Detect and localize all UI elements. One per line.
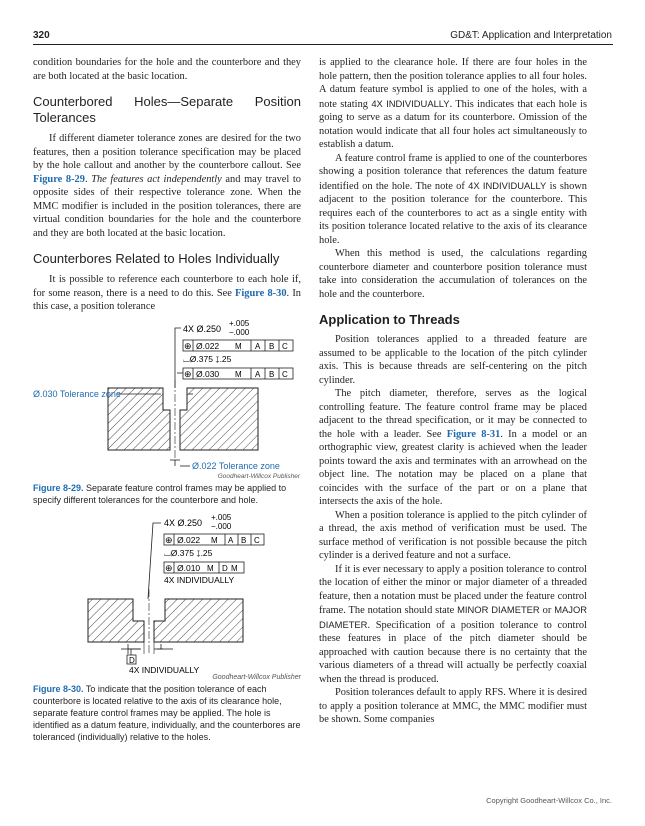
section-heading: Counterbores Related to Holes Individually [33, 251, 280, 266]
tolerance-minus: −.000 [211, 521, 232, 531]
mmc-modifier: M [211, 535, 218, 545]
individually-note: 4X INDIVIDUALLY [164, 574, 235, 585]
figure-8-29-drawing [33, 320, 301, 480]
paragraph: condition boundaries for the hole and the counterbore and they are both located at the basic location. [33, 57, 301, 82]
section-heading: Counterbored Holes—Separate Position Tolerances [33, 94, 301, 125]
paragraph: When this method is used, the calculations regarding counterbore diameter and counterbore position tolerance must take into consideration the accumulation of tolerances on the hole and the counterbore. [319, 248, 587, 300]
counterbore-callout: ⌴Ø.375 ↧.25 [164, 547, 213, 558]
figure-8-30-drawing [33, 514, 301, 674]
paragraph: Position tolerances applied to a threaded feature are assumed to be applicable to the location of the pitch cylinder axis. This is because threads are self-centering on the pitch cylinder. [319, 334, 587, 386]
position-icon: ⊕ [165, 534, 173, 545]
svg-text:C: C [282, 369, 288, 379]
svg-text:Ø.030: Ø.030 [196, 368, 220, 379]
figure-caption: Figure 8-29. Separate feature control frames may be applied to specify different tolerances for the counterbore and hole. [33, 482, 287, 505]
paragraph: Position tolerances default to apply RFS. Where it is desired to apply a position tolerance at MMC, the MMC modifier must be shown. Some companies [319, 687, 587, 725]
mmc-modifier: M [207, 563, 214, 573]
svg-text:A: A [255, 369, 261, 379]
paragraph: It is possible to reference each counterbore to each hole if, for some reason, there is a need to do this. See Figure 8-30. In this case, a position tolerance [33, 274, 301, 312]
hole-callout: 4X Ø.250 [164, 517, 203, 528]
svg-text:A: A [255, 341, 261, 351]
paragraph: When a position tolerance is applied to the pitch cylinder of a thread, the axis method of verification must be used. The surface method of verification is not possible because the pitch cylinder is a derived feature and not a surface. [319, 509, 587, 561]
figure-credit: Goodheart-Willcox Publisher [217, 472, 300, 480]
svg-text:D: D [222, 563, 228, 573]
tolerance-zone-label: Ø.030 Tolerance zone [33, 388, 121, 399]
position-icon: ⊕ [184, 368, 192, 379]
individually-note: 4X INDIVIDUALLY [129, 664, 200, 674]
paragraph: A feature control frame is applied to one of the counterbores showing a position tolerance that references the datum feature identified on the hole. The note of 4X INDIVIDUALLY is shown adjacent to the position tolerance for the counterbore. This requires each of the counterbores to act as a single entity with its position tolerance located relative to the axis of its clearance hole. [319, 152, 587, 246]
hole-callout: 4X Ø.250 [183, 323, 222, 334]
svg-text:Ø.022: Ø.022 [196, 340, 220, 351]
right-column [319, 56, 587, 727]
svg-text:A: A [228, 535, 234, 545]
position-icon: ⊕ [184, 340, 192, 351]
page-number: 320 [33, 30, 50, 41]
position-icon: ⊕ [165, 562, 173, 573]
copyright-footer: Copyright Goodheart-Willcox Co., Inc. [486, 796, 612, 805]
tolerance-zone-label: Ø.022 Tolerance zone [192, 460, 280, 471]
figure-link[interactable]: Figure 8-30 [235, 287, 287, 299]
figure-caption: Figure 8-30. To indicate that the position tolerance of each counterbore is located relative to the axis of its clearance hole, separate feature control frames may be applied. The hole is identified as a datum feature, individually, and the counterbores are toleranced (individually) relative to the holes. [33, 683, 301, 742]
counterbore-callout: ⌴Ø.375 ↧.25 [183, 353, 232, 364]
paragraph: If different diameter tolerance zones are desired for the two features, then a position tolerance specification may be placed by the hole callout and another by the counterbore callout. See Figure 8-29. The features act independently and may travel to opposite sides of their respective tolerance zone. When the MMC modifier is included in the position tolerances, there are virtual condition boundaries for the hole and the counterbore and they are both located at the basic location. [33, 133, 301, 239]
figure-link[interactable]: Figure 8-29 [33, 173, 85, 185]
tolerance-plus: +.005 [229, 319, 250, 328]
mmc-modifier: M [231, 563, 238, 573]
figure-credit: Goodheart-Willcox Publisher [212, 673, 301, 681]
figure-link[interactable]: Figure 8-31 [446, 428, 501, 440]
feature-control-frame-counterbore [164, 562, 244, 573]
svg-text:B: B [269, 369, 275, 379]
feature-control-frame-hole [183, 340, 293, 351]
svg-text:Ø.010: Ø.010 [177, 562, 201, 573]
left-column [33, 56, 301, 743]
svg-text:C: C [282, 341, 288, 351]
feature-control-frame-counterbore [183, 368, 293, 379]
paragraph: is applied to the clearance hole. If there are four holes in the hole pattern, then the position tolerance applies to all four holes. A datum feature symbol is applied to one of the holes, with a note stating 4X INDIVIDUALLY. This indicates that each hole is going to serve as a datum for its counterbore. Omission of the notation would indicate that all four holes act simultaneously to establish a datum. [319, 57, 587, 150]
svg-text:B: B [269, 341, 275, 351]
svg-text:B: B [241, 535, 247, 545]
svg-text:C: C [254, 535, 260, 545]
svg-text:Ø.022: Ø.022 [177, 534, 201, 545]
mmc-modifier: M [235, 369, 242, 379]
datum-feature-symbol [121, 644, 140, 665]
paragraph: The pitch diameter, therefore, serves as the logical controlling feature. The feature control frame may be placed adjacent to the thread specification, or it may be connected to the hole with a leader. See Figure 8-31. In a model or an orthographic view, greatest clarity is achieved when the leader points toward the axis and terminates with an arrowhead on the object line. The notation may be placed on a plane that coincides with the surface of the part or on a plane that intersects the axis of the hole. [319, 388, 587, 507]
mmc-modifier: M [235, 341, 242, 351]
running-title: GD&T: Application and Interpretation [450, 30, 612, 41]
header-rule [33, 44, 613, 45]
svg-text:D: D [129, 655, 135, 665]
figure-8-30 [33, 514, 301, 743]
feature-control-frame-hole [164, 534, 264, 545]
tolerance-minus: −.000 [229, 327, 250, 337]
paragraph: If it is ever necessary to apply a position tolerance to control the location of either the minor or major diameter of a threaded feature, then a notation must be placed under the feature control frame. The notation should state MINOR DIAMETER or MAJOR DIAMETER. Specification of a position tolerance to control these features in place of the pitch diameter should be approached with caution because there is no certainty that the various diameters of a thread will actually be perfectly coaxial when the thread is produced. [319, 563, 587, 685]
section-heading: Application to Threads [319, 312, 460, 327]
figure-8-29 [33, 320, 301, 506]
tolerance-plus: +.005 [211, 513, 232, 522]
